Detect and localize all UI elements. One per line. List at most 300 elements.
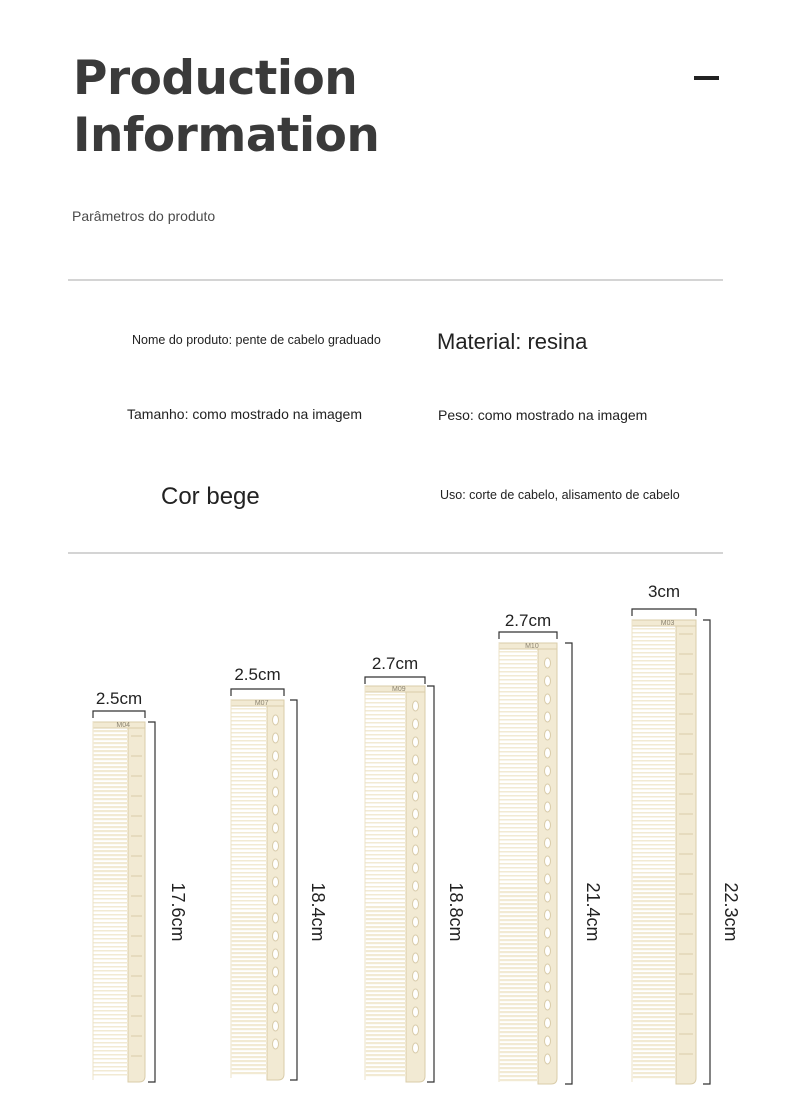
comb-tooth — [632, 780, 676, 782]
comb-tooth — [94, 746, 128, 748]
comb-tooth — [231, 708, 267, 710]
comb-tooth — [232, 984, 267, 986]
comb-tooth — [365, 862, 406, 864]
comb-tooth — [632, 828, 676, 830]
comb-tooth — [632, 676, 676, 678]
comb-tooth — [633, 940, 676, 942]
comb-tooth — [633, 1016, 676, 1018]
comb-tooth — [93, 902, 128, 904]
comb-tooth — [232, 920, 267, 922]
comb-tooth — [633, 996, 676, 998]
comb-tooth — [232, 1056, 267, 1058]
comb-model-label: M09 — [392, 686, 406, 693]
comb-tooth — [365, 842, 406, 844]
comb-tooth — [365, 730, 406, 732]
comb-tooth — [232, 956, 267, 958]
comb-hole — [273, 751, 279, 761]
comb-tooth — [365, 834, 406, 836]
comb-tooth — [232, 952, 267, 954]
comb-tooth — [232, 1012, 267, 1014]
comb-tooth — [499, 671, 538, 673]
comb-tooth — [365, 794, 406, 796]
comb-tooth — [232, 1036, 267, 1038]
comb-tooth — [231, 760, 267, 762]
comb-tooth — [366, 922, 406, 924]
comb-tooth — [499, 659, 538, 661]
comb-tooth — [500, 911, 538, 913]
comb-tooth — [499, 827, 538, 829]
comb-tooth — [633, 1036, 676, 1038]
comb-tooth — [499, 871, 538, 873]
comb-hole — [273, 1021, 279, 1031]
comb-tooth — [632, 872, 676, 874]
comb-tooth — [365, 838, 406, 840]
comb-hole — [413, 971, 419, 981]
comb-hole — [413, 1025, 419, 1035]
comb-tooth — [94, 774, 128, 776]
comb-tooth — [232, 1008, 267, 1010]
comb-hole — [545, 928, 551, 938]
comb-tooth — [632, 792, 676, 794]
comb-hole — [413, 791, 419, 801]
comb-tooth — [500, 895, 538, 897]
comb-tooth — [366, 990, 406, 992]
length-label: 18.8cm — [446, 882, 466, 942]
comb-tooth — [231, 868, 267, 870]
comb-tooth — [365, 766, 406, 768]
comb-hole — [273, 823, 279, 833]
comb-tooth — [231, 816, 267, 818]
comb-tooth — [632, 732, 676, 734]
comb-tooth — [231, 804, 267, 806]
comb-tooth — [231, 736, 267, 738]
comb-hole — [273, 913, 279, 923]
comb-hole — [273, 877, 279, 887]
comb-tooth — [365, 750, 406, 752]
comb-hole — [273, 949, 279, 959]
comb-tooth — [500, 1023, 538, 1025]
comb-tooth — [232, 960, 267, 962]
comb-tooth — [633, 1068, 676, 1070]
comb-tooth — [94, 826, 128, 828]
comb-tooth — [632, 688, 676, 690]
comb-tooth — [500, 1007, 538, 1009]
comb-tooth — [632, 800, 676, 802]
comb-tooth — [232, 1044, 267, 1046]
comb-tooth — [633, 924, 676, 926]
comb-tooth — [633, 904, 676, 906]
comb-tooth — [232, 1048, 267, 1050]
spec-product-name: Nome do produto: pente de cabelo graduado — [132, 333, 381, 347]
comb-tooth — [93, 1050, 128, 1052]
comb-hole — [545, 676, 551, 686]
comb-tooth — [633, 952, 676, 954]
comb-tooth — [500, 931, 538, 933]
comb-tooth — [231, 892, 267, 894]
comb-hole — [413, 1007, 419, 1017]
comb-tooth — [499, 731, 538, 733]
comb-tooth — [93, 922, 128, 924]
width-label: 3cm — [647, 582, 681, 601]
comb-tooth — [500, 955, 538, 957]
comb-tooth — [365, 870, 406, 872]
comb-tooth — [632, 860, 676, 862]
comb-tooth — [632, 836, 676, 838]
comb-tooth — [93, 1038, 128, 1040]
length-bracket — [703, 620, 710, 1084]
comb-tooth — [231, 800, 267, 802]
comb-tooth — [93, 946, 128, 948]
comb-tooth — [499, 879, 538, 881]
comb-tooth — [633, 884, 676, 886]
comb-tooth — [231, 788, 267, 790]
comb-tooth — [499, 811, 538, 813]
comb-tooth — [93, 990, 128, 992]
comb-tooth — [499, 695, 538, 697]
comb-tooth — [365, 758, 406, 760]
comb-tooth — [366, 1026, 406, 1028]
comb-tooth — [93, 1070, 128, 1072]
comb-tooth — [93, 958, 128, 960]
comb-hole — [273, 895, 279, 905]
comb-tooth — [93, 1026, 128, 1028]
comb-tooth — [632, 848, 676, 850]
width-label: 2.7cm — [504, 611, 552, 630]
comb-tooth — [633, 972, 676, 974]
comb-hole — [545, 1018, 551, 1028]
comb-tooth — [231, 764, 267, 766]
comb-tooth — [232, 940, 267, 942]
comb-tooth — [366, 958, 406, 960]
comb-tooth — [93, 1066, 128, 1068]
comb-tooth — [231, 772, 267, 774]
comb-tooth — [499, 847, 538, 849]
comb-tooth — [93, 966, 128, 968]
comb-tooth — [365, 778, 406, 780]
length-bracket — [565, 643, 572, 1084]
comb-tooth — [231, 796, 267, 798]
comb-tooth — [499, 875, 538, 877]
comb-hole — [545, 766, 551, 776]
comb-tooth — [500, 1063, 538, 1065]
comb-tooth — [366, 934, 406, 936]
comb-tooth — [500, 963, 538, 965]
comb-tooth — [500, 1067, 538, 1069]
comb-tooth — [632, 852, 676, 854]
comb-tooth — [93, 934, 128, 936]
comb-tooth — [499, 763, 538, 765]
comb-tooth — [633, 936, 676, 938]
comb-hole — [273, 733, 279, 743]
comb-tooth — [632, 764, 676, 766]
comb-tooth — [499, 767, 538, 769]
comb-tooth — [231, 776, 267, 778]
comb-tooth — [93, 1058, 128, 1060]
comb-tooth — [365, 830, 406, 832]
comb-tooth — [632, 756, 676, 758]
length-bracket — [148, 722, 155, 1082]
comb-tooth — [231, 832, 267, 834]
comb-tooth — [500, 1043, 538, 1045]
comb-model-label: M03 — [660, 620, 675, 627]
comb-hole — [545, 874, 551, 884]
comb-hole — [273, 787, 279, 797]
comb-tooth — [365, 722, 406, 724]
comb-tooth — [366, 982, 406, 984]
comb-tooth — [93, 918, 128, 920]
comb-tooth — [366, 930, 406, 932]
comb-tooth — [94, 830, 128, 832]
comb-tooth — [231, 812, 267, 814]
comb-tooth — [633, 900, 676, 902]
comb-tooth — [94, 754, 128, 756]
comb-tooth — [94, 842, 128, 844]
comb-tooth — [500, 971, 538, 973]
comb-tooth — [633, 1012, 676, 1014]
comb-tooth — [93, 994, 128, 996]
comb-tooth — [633, 956, 676, 958]
comb-tooth — [93, 910, 128, 912]
comb-tooth — [365, 802, 406, 804]
width-bracket — [93, 711, 145, 718]
comb-tooth — [365, 798, 406, 800]
comb-tooth — [94, 766, 128, 768]
comb-tooth — [633, 980, 676, 982]
comb-tooth — [365, 746, 406, 748]
comb-hole — [273, 841, 279, 851]
comb-tooth — [633, 984, 676, 986]
comb-tooth — [500, 1055, 538, 1057]
comb-tooth — [93, 1034, 128, 1036]
comb-tooth — [632, 832, 676, 834]
comb-tooth — [366, 906, 406, 908]
comb-tooth — [365, 858, 406, 860]
comb-tooth — [366, 926, 406, 928]
comb-tooth — [500, 995, 538, 997]
comb-tooth — [633, 1000, 676, 1002]
comb-tooth — [366, 1042, 406, 1044]
comb-tooth — [93, 886, 128, 888]
comb-tooth — [93, 894, 128, 896]
comb-tooth — [365, 810, 406, 812]
comb-tooth — [500, 947, 538, 949]
comb-tooth — [231, 780, 267, 782]
comb-tooth — [633, 1072, 676, 1074]
comb-tooth — [633, 876, 676, 878]
comb-tooth — [231, 784, 267, 786]
comb-tooth — [365, 878, 406, 880]
comb-tooth — [365, 886, 406, 888]
comb-tooth — [499, 707, 538, 709]
comb-tooth — [365, 818, 406, 820]
comb-tooth — [94, 818, 128, 820]
comb-tooth — [231, 712, 267, 714]
comb-tooth — [632, 820, 676, 822]
comb-hole — [413, 899, 419, 909]
comb-hole — [413, 1043, 419, 1053]
comb-tooth — [632, 864, 676, 866]
length-label: 17.6cm — [168, 882, 188, 942]
comb-tooth — [232, 1068, 267, 1070]
comb-hole — [545, 1054, 551, 1064]
comb-model-label: M04 — [116, 722, 131, 729]
comb-tooth — [499, 687, 538, 689]
comb-tooth — [366, 978, 406, 980]
comb-tooth — [499, 691, 538, 693]
comb-hole — [413, 935, 419, 945]
comb-hole — [273, 859, 279, 869]
length-label: 21.4cm — [583, 882, 603, 942]
comb-tooth — [231, 756, 267, 758]
comb-tooth — [366, 986, 406, 988]
comb-tooth — [232, 936, 267, 938]
comb-tooth — [500, 1003, 538, 1005]
comb-hole — [545, 748, 551, 758]
comb-tooth — [365, 774, 406, 776]
comb-hole — [273, 1039, 279, 1049]
comb-tooth — [93, 970, 128, 972]
comb-tooth — [633, 908, 676, 910]
comb-tooth — [365, 846, 406, 848]
comb-tooth — [94, 870, 128, 872]
comb-tooth — [632, 696, 676, 698]
comb-tooth — [632, 768, 676, 770]
comb-tooth — [500, 987, 538, 989]
comb-hole — [273, 769, 279, 779]
comb-tooth — [231, 884, 267, 886]
comb-tooth — [500, 991, 538, 993]
comb-tooth — [365, 702, 406, 704]
comb-tooth — [633, 1076, 676, 1078]
comb-tooth — [365, 882, 406, 884]
comb-tooth — [232, 1016, 267, 1018]
comb-tooth — [231, 744, 267, 746]
comb-tooth — [366, 1022, 406, 1024]
comb-tooth — [632, 728, 676, 730]
comb-tooth — [500, 891, 538, 893]
length-bracket — [290, 700, 297, 1080]
comb-tooth — [499, 719, 538, 721]
comb-tooth — [93, 986, 128, 988]
comb-tooth — [632, 664, 676, 666]
comb-tooth — [632, 640, 676, 642]
comb-tooth — [500, 939, 538, 941]
comb-tooth — [365, 826, 406, 828]
comb-tooth — [499, 819, 538, 821]
comb-tooth — [500, 979, 538, 981]
comb-tooth — [93, 950, 128, 952]
comb-tooth — [365, 754, 406, 756]
comb-tooth — [366, 1002, 406, 1004]
comb-tooth — [231, 792, 267, 794]
comb-tooth — [500, 951, 538, 953]
comb-tooth — [632, 656, 676, 658]
comb-tooth — [499, 859, 538, 861]
comb-tooth — [366, 1050, 406, 1052]
comb-tooth — [366, 1046, 406, 1048]
comb-tooth — [366, 1018, 406, 1020]
comb-tooth — [231, 728, 267, 730]
comb-tooth — [232, 964, 267, 966]
comb-hole — [545, 964, 551, 974]
comb-tooth — [365, 770, 406, 772]
comb-tooth — [632, 824, 676, 826]
comb-tooth — [232, 980, 267, 982]
comb-tooth — [365, 854, 406, 856]
comb-hole — [545, 856, 551, 866]
comb-tooth — [232, 996, 267, 998]
comb-tooth — [633, 916, 676, 918]
comb-tooth — [499, 839, 538, 841]
comb-tooth — [231, 752, 267, 754]
comb-tooth — [499, 711, 538, 713]
comb-tooth — [499, 851, 538, 853]
spec-weight: Peso: como mostrado na imagem — [438, 407, 648, 423]
comb-tooth — [633, 1020, 676, 1022]
comb-tooth — [499, 667, 538, 669]
comb-tooth — [231, 748, 267, 750]
comb-tooth — [94, 814, 128, 816]
comb-hole — [545, 712, 551, 722]
comb-tooth — [232, 932, 267, 934]
comb-tooth — [500, 935, 538, 937]
comb-tooth — [632, 748, 676, 750]
comb-tooth — [232, 972, 267, 974]
comb-tooth — [632, 868, 676, 870]
comb-tooth — [94, 730, 128, 732]
comb-tooth — [632, 784, 676, 786]
comb-tooth — [231, 852, 267, 854]
comb-tooth — [632, 808, 676, 810]
comb-tooth — [499, 807, 538, 809]
comb-tooth — [500, 967, 538, 969]
comb-tooth — [231, 820, 267, 822]
comb-tooth — [633, 964, 676, 966]
comb-hole — [413, 755, 419, 765]
comb-tooth — [366, 910, 406, 912]
comb-hole — [545, 802, 551, 812]
comb-tooth — [232, 992, 267, 994]
comb-tooth — [633, 1060, 676, 1062]
comb-tooth — [499, 747, 538, 749]
comb-tooth — [232, 1060, 267, 1062]
comb-tooth — [632, 796, 676, 798]
comb-tooth — [366, 1054, 406, 1056]
comb-tooth — [633, 968, 676, 970]
comb-hole — [545, 1036, 551, 1046]
comb-tooth — [632, 692, 676, 694]
comb-tooth — [633, 896, 676, 898]
comb-tooth — [93, 1062, 128, 1064]
comb-tooth — [499, 835, 538, 837]
comb-tooth — [231, 904, 267, 906]
spec-color: Cor bege — [161, 483, 260, 510]
comb-tooth — [231, 716, 267, 718]
comb-tooth — [93, 1002, 128, 1004]
subtitle: Parâmetros do produto — [72, 208, 216, 224]
comb-tooth — [633, 928, 676, 930]
comb-tooth — [232, 1028, 267, 1030]
comb-tooth — [633, 1024, 676, 1026]
comb-hole — [545, 694, 551, 704]
comb-tooth — [365, 714, 406, 716]
comb-tooth — [500, 1011, 538, 1013]
comb-tooth — [232, 1072, 267, 1074]
comb-tooth — [632, 644, 676, 646]
comb-hole — [545, 730, 551, 740]
comb-tooth — [366, 1074, 406, 1076]
comb-tooth — [366, 998, 406, 1000]
